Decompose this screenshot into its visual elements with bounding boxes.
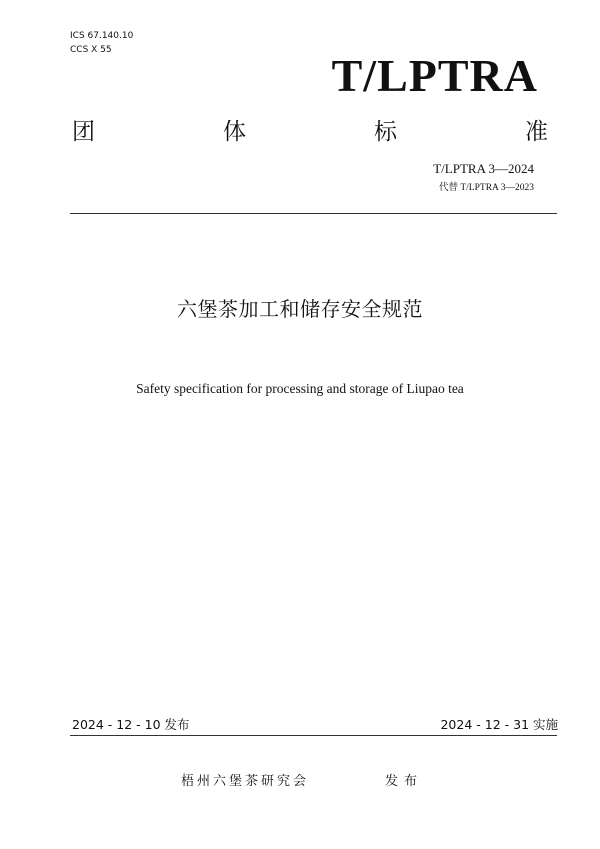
ccs-code: CCS X 55	[70, 45, 112, 55]
standard-type-char: 准	[525, 119, 548, 145]
publisher-name: 梧州六堡茶研究会	[181, 774, 310, 789]
organization-code: T/LPTRA	[331, 50, 538, 101]
footer-divider	[70, 735, 557, 736]
implementation-date: 2024 - 12 - 31 实施	[440, 717, 558, 732]
standard-type-char: 标	[374, 119, 397, 145]
standard-type-char: 团	[72, 119, 95, 145]
standard-number: T/LPTRA 3—2024	[433, 161, 534, 176]
header-divider	[70, 213, 557, 214]
title-chinese: 六堡茶加工和储存安全规范	[177, 297, 423, 321]
standard-type	[72, 118, 548, 146]
standard-type-char: 体	[223, 119, 246, 145]
ics-code: ICS 67.140.10	[70, 31, 134, 41]
publish-label: 发布	[385, 774, 424, 789]
title-english: Safety specification for processing and storage of Liupao tea	[136, 381, 464, 396]
replaces-standard: 代替 T/LPTRA 3—2023	[438, 183, 534, 193]
issue-date: 2024 - 12 - 10 发布	[72, 717, 190, 732]
